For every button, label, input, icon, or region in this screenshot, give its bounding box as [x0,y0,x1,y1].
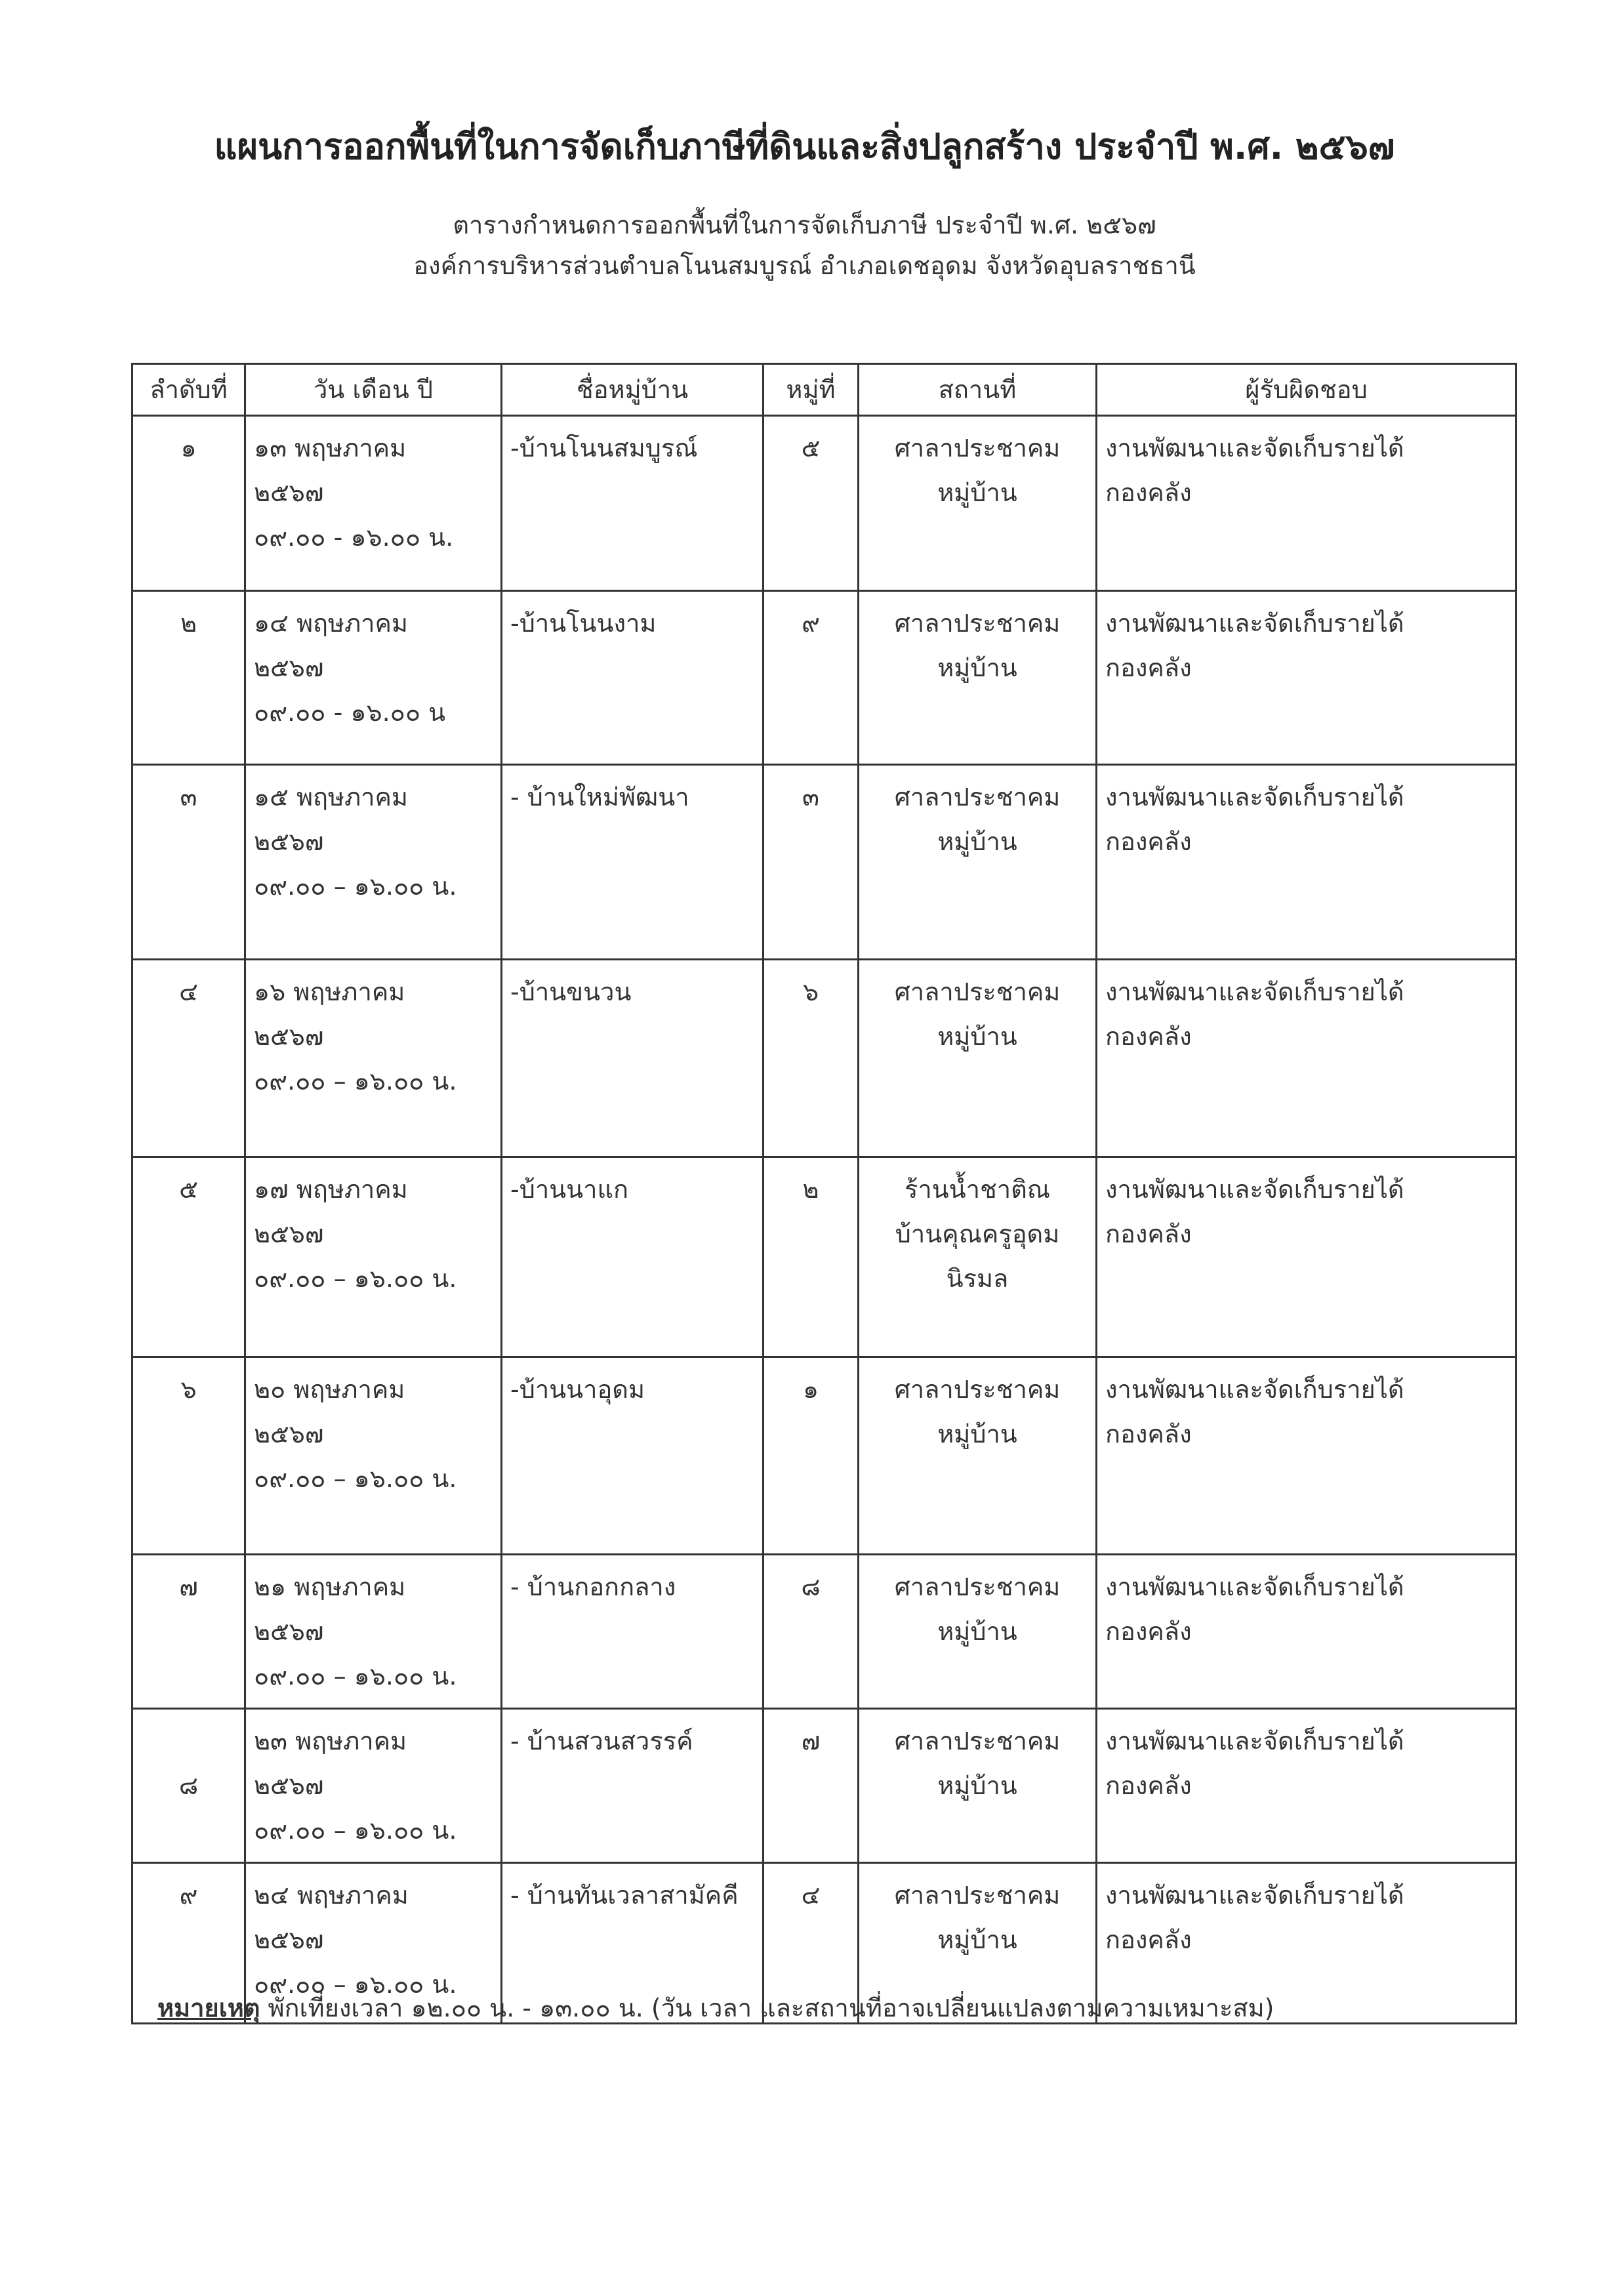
responsible-line: กองคลัง [1105,653,1192,682]
place-line: หมู่บ้าน [937,1617,1017,1646]
time: ๐๙.๐๐ – ๑๖.๐๐ น. [254,1816,457,1845]
cell-moo [764,765,859,960]
cell-village [502,1709,764,1863]
year: ๒๕๖๗ [254,653,324,682]
cell-responsible [1097,1709,1517,1863]
village-name: -บ้านขนวน [510,977,632,1006]
village-name: - บ้านสวนสวรรค์ [510,1727,693,1755]
place-line: หมู่บ้าน [937,827,1017,856]
date: ๑๓ พฤษภาคม [254,434,407,462]
date: ๑๖ พฤษภาคม [254,977,405,1006]
place-line: หมู่บ้าน [937,653,1017,682]
table-row [132,1709,1517,1863]
table-row [132,765,1517,960]
moo-number: ๖ [802,977,819,1006]
time: ๐๙.๐๐ – ๑๖.๐๐ น. [254,1464,457,1493]
cell-responsible [1097,1157,1517,1357]
moo-number: ๕ [801,434,821,462]
document-title: แผนการออกพื้นที่ในการจัดเก็บภาษีที่ดินและสิ่งปลูกสร้าง ประจำปี พ.ศ. ๒๕๖๗ [214,126,1395,167]
time: ๐๙.๐๐ - ๑๖.๐๐ น. [254,523,454,552]
cell-moo [764,960,859,1157]
date: ๑๔ พฤษภาคม [254,609,408,638]
responsible-line: งานพัฒนาและจัดเก็บรายได้ [1105,1572,1404,1601]
cell-date [245,1357,502,1555]
cell-date [245,416,502,591]
header-responsible: ผู้รับผิดชอบ [1097,364,1517,416]
date: ๑๕ พฤษภาคม [254,783,408,811]
cell-no [132,1157,245,1357]
year: ๒๕๖๗ [254,827,324,856]
place-line: ศาลาประชาคม [894,1375,1061,1404]
cell-responsible [1097,1555,1517,1709]
cell-village [502,765,764,960]
cell-no [132,960,245,1157]
responsible-line: งานพัฒนาและจัดเก็บรายได้ [1105,609,1404,638]
cell-date [245,591,502,765]
cell-place [859,765,1097,960]
cell-responsible [1097,416,1517,591]
table-row [132,960,1517,1157]
year: ๒๕๖๗ [254,1022,324,1051]
date: ๒๐ พฤษภาคม [254,1375,405,1404]
moo-number: ๙ [802,609,820,638]
place-line: หมู่บ้าน [937,1022,1017,1051]
moo-number: ๔ [801,1881,821,1910]
cell-moo [764,591,859,765]
responsible-line: งานพัฒนาและจัดเก็บรายได้ [1105,1175,1404,1204]
time: ๐๙.๐๐ – ๑๖.๐๐ น. [254,872,457,901]
place-line: ศาลาประชาคม [894,1727,1061,1755]
moo-number: ๘ [801,1572,821,1601]
moo-number: ๓ [802,783,819,811]
header-no: ลำดับที่ [132,364,245,416]
cell-village [502,1157,764,1357]
year: ๒๕๖๗ [254,1420,324,1448]
organization-name: องค์การบริหารส่วนตำบลโนนสมบูรณ์ อำเภอเดชอุดม จังหวัดอุบลราชธานี [413,251,1196,280]
table-row [132,591,1517,765]
cell-village [502,591,764,765]
year: ๒๕๖๗ [254,1925,324,1954]
responsible-line: กองคลัง [1105,1617,1192,1646]
footnote [157,1988,1274,2028]
table-header-row [132,364,1517,416]
place-line: หมู่บ้าน [937,1925,1017,1954]
row-number: ๖ [180,1375,197,1404]
cell-place [859,1555,1097,1709]
village-name: -บ้านนาอุดม [510,1375,645,1404]
place-line: ร้านน้ำชาติณ [904,1175,1051,1204]
cell-place [859,591,1097,765]
cell-moo [764,1709,859,1863]
date: ๒๓ พฤษภาคม [254,1727,407,1755]
row-number: ๒ [180,609,197,638]
moo-number: ๒ [802,1175,819,1204]
cell-no [132,1555,245,1709]
cell-date [245,1709,502,1863]
responsible-line: กองคลัง [1105,1420,1192,1448]
footnote-label: หมายเหตุ [157,1994,260,2022]
responsible-line: กองคลัง [1105,1022,1192,1051]
cell-responsible [1097,765,1517,960]
cell-date [245,960,502,1157]
cell-date [245,765,502,960]
place-line: หมู่บ้าน [937,1771,1017,1800]
header-moo: หมู่ที่ [764,364,859,416]
cell-place [859,960,1097,1157]
cell-place [859,1357,1097,1555]
place-line: บ้านคุณครูอุดม [895,1220,1060,1248]
place-line: ศาลาประชาคม [894,1881,1061,1910]
time: ๐๙.๐๐ – ๑๖.๐๐ น. [254,1264,457,1293]
village-name: -บ้านนาแก [510,1175,628,1204]
row-number: ๕ [179,1175,198,1204]
cell-village [502,416,764,591]
responsible-line: กองคลัง [1105,478,1192,507]
place-line: ศาลาประชาคม [894,977,1061,1006]
responsible-line: งานพัฒนาและจัดเก็บรายได้ [1105,1727,1404,1755]
cell-place [859,1157,1097,1357]
header-date: วัน เดือน ปี [245,364,502,416]
responsible-line: กองคลัง [1105,1925,1192,1954]
cell-no [132,416,245,591]
table-row [132,416,1517,591]
time: ๐๙.๐๐ – ๑๖.๐๐ น. [254,1067,457,1096]
village-name: - บ้านกอกกลาง [510,1572,676,1601]
cell-no [132,1357,245,1555]
schedule-table [131,363,1517,2024]
cell-place [859,416,1097,591]
place-line: ศาลาประชาคม [894,783,1061,811]
responsible-line: งานพัฒนาและจัดเก็บรายได้ [1105,1881,1404,1910]
date: ๒๔ พฤษภาคม [254,1881,409,1910]
cell-place [859,1709,1097,1863]
village-name: - บ้านใหม่พัฒนา [510,783,689,811]
cell-responsible [1097,960,1517,1157]
table-row [132,1357,1517,1555]
responsible-line: งานพัฒนาและจัดเก็บรายได้ [1105,1375,1404,1404]
responsible-line: กองคลัง [1105,1771,1192,1800]
cell-date [245,1555,502,1709]
header-place: สถานที่ [859,364,1097,416]
cell-moo [764,416,859,591]
date: ๑๗ พฤษภาคม [254,1175,408,1204]
village-name: - บ้านทันเวลาสามัคคี [510,1881,739,1910]
cell-moo [764,1555,859,1709]
row-number: ๑ [180,434,197,462]
place-line: หมู่บ้าน [937,478,1017,507]
moo-number: ๑ [802,1375,819,1404]
responsible-line: งานพัฒนาและจัดเก็บรายได้ [1105,977,1404,1006]
responsible-line: งานพัฒนาและจัดเก็บรายได้ [1105,783,1404,811]
row-number: ๔ [179,977,198,1006]
cell-no [132,1709,245,1863]
row-number: ๗ [179,1572,198,1601]
year: ๒๕๖๗ [254,478,324,507]
footnote-text: พักเที่ยงเวลา ๑๒.๐๐ น. - ๑๓.๐๐ น. (วัน เวลา และสถานที่อาจเปลี่ยนแปลงตามความเหมาะสม) [260,1994,1274,2022]
row-number: ๓ [180,783,197,811]
place-line: ศาลาประชาคม [894,434,1061,462]
place-line: หมู่บ้าน [937,1420,1017,1448]
date: ๒๑ พฤษภาคม [254,1572,406,1601]
responsible-line: กองคลัง [1105,827,1192,856]
place-line: ศาลาประชาคม [894,609,1061,638]
cell-date [245,1157,502,1357]
header-village: ชื่อหมู่บ้าน [502,364,764,416]
year: ๒๕๖๗ [254,1617,324,1646]
place-line: ศาลาประชาคม [894,1572,1061,1601]
place-line: นิรมล [946,1264,1009,1293]
year: ๒๕๖๗ [254,1220,324,1248]
responsible-line: งานพัฒนาและจัดเก็บรายได้ [1105,434,1404,462]
cell-responsible [1097,1357,1517,1555]
cell-no [132,765,245,960]
cell-responsible [1097,591,1517,765]
responsible-line: กองคลัง [1105,1220,1192,1248]
row-number: ๘ [178,1771,199,1800]
cell-village [502,1555,764,1709]
time: ๐๙.๐๐ - ๑๖.๐๐ น [254,698,446,727]
village-name: -บ้านโนนงาม [510,609,657,638]
cell-moo [764,1357,859,1555]
time: ๐๙.๐๐ – ๑๖.๐๐ น. [254,1970,457,1999]
cell-village [502,1357,764,1555]
cell-no [132,591,245,765]
time: ๐๙.๐๐ – ๑๖.๐๐ น. [254,1662,457,1691]
table-row [132,1555,1517,1709]
document-subtitle: ตารางกำหนดการออกพื้นที่ในการจัดเก็บภาษี ประจำปี พ.ศ. ๒๕๖๗ [453,211,1156,239]
moo-number: ๗ [801,1727,821,1755]
cell-village [502,960,764,1157]
table-row [132,1157,1517,1357]
village-name: -บ้านโนนสมบูรณ์ [510,434,698,462]
row-number: ๙ [179,1881,198,1910]
cell-moo [764,1157,859,1357]
year: ๒๕๖๗ [254,1771,324,1800]
